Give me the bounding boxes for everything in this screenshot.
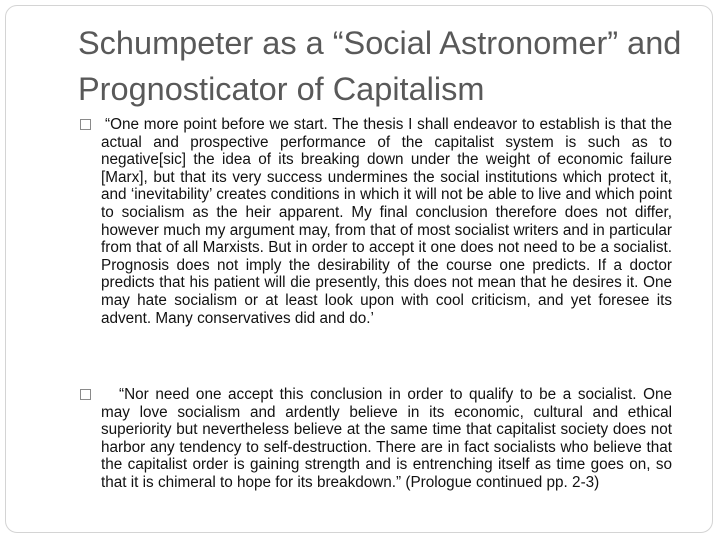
- hollow-square-bullet-icon: [80, 119, 91, 130]
- bullet-item-1: [80, 116, 672, 327]
- bullet-item-2: [80, 386, 672, 492]
- hollow-square-bullet-icon: [80, 389, 91, 400]
- bullet-text-1: “One more point before we start. The thesis I shall endeavor to establish is that the actual and prospective performance of the capitalist system is such as to negative[sic] the idea of its breaking down under the weight of economic failure [Marx], but that its very success undermines the social institutions which protect it, and ‘inevitability’ creates conditions in which it will not be able to live and which point to socialism as the heir apparent. My final conclusion therefore does not differ, however much my argument may, from that of most socialist writers and in particular from that of all Marxists. But in order to accept it one does not need to be a socialist. Prognosis does not imply the desirability of the course one predicts. If a doctor predicts that his patient will die presently, this does not mean that he desires it. One may hate socialism or at least look upon with cool criticism, and yet foresee its advent. Many conservatives did and do.’: [101, 116, 672, 327]
- slide-title: Schumpeter as a “Social Astronomer” and Prognosticator of Capitalism: [78, 25, 682, 107]
- bullet-text-2: “Nor need one accept this conclusion in order to qualify to be a socialist. One may love socialism and ardently believe in its economic, cultural and ethical superiority but nevertheless believe at the same time that capitalist society does not harbor any tendency to self-destruction. There are in fact socialists who believe that the capitalist order is gaining strength and is entrenching itself as time goes on, so that it is chimeral to hope for its breakdown.” (Prologue continued pp. 2-3): [101, 386, 672, 491]
